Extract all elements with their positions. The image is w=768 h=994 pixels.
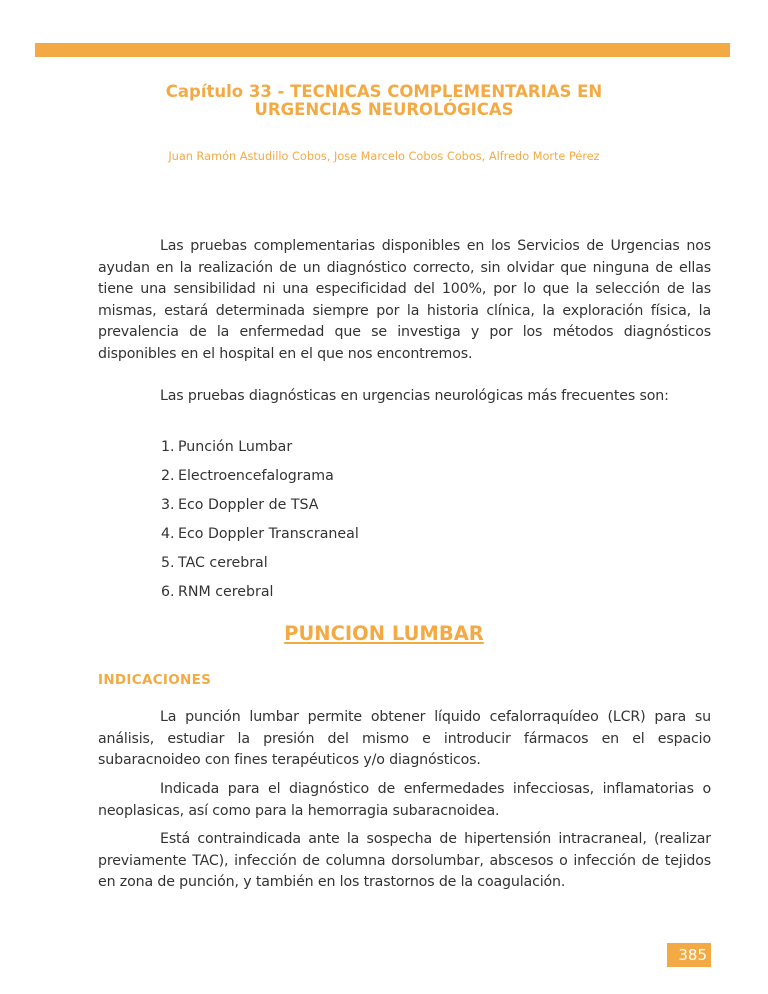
list-item-label: Eco Doppler de TSA	[178, 497, 319, 513]
intro-paragraph-2: Las pruebas diagnósticas en urgencias neurológicas más frecuentes son:	[160, 388, 669, 404]
section-title	[0, 622, 768, 645]
list-item	[161, 437, 359, 466]
header-accent-bar	[35, 43, 730, 57]
list-item-number: 2.	[161, 468, 175, 484]
chapter-title-line2: URGENCIAS NEUROLÓGICAS	[254, 100, 514, 119]
list-item-number: 1.	[161, 439, 175, 455]
list-item-number: 5.	[161, 555, 175, 571]
page-number-badge: 385	[667, 943, 711, 967]
intro-paragraph-1: Las pruebas complementarias disponibles en los Servicios de Urgencias nos ayudan en la realización de un diagnóstico correcto, sin olvidar que ninguna de ellas tiene una sensibilidad ni una especificidad del 100%, por lo que la selección de las mismas, estará determinada siempre por la historia clínica, la exploración física, la prevalencia de la enfermedad que se investiga y por los métodos diagnósticos disponibles en el hospital en el que nos encontremos.	[98, 238, 711, 362]
tests-list	[161, 437, 359, 611]
list-item-label: Eco Doppler Transcraneal	[178, 526, 359, 542]
list-item	[161, 582, 359, 611]
chapter-title-line1: Capítulo 33 - TECNICAS COMPLEMENTARIAS EN	[165, 82, 603, 101]
chapter-title	[0, 83, 768, 119]
section-paragraph-3: Está contraindicada ante la sospecha de hipertensión intracraneal, (realizar previamente TAC), infección de columna dorsolumbar, abscesos o infección de tejidos en zona de punción, y también en los trastornos de la coagulación.	[98, 831, 711, 891]
list-item-label: RNM cerebral	[178, 584, 274, 600]
section-paragraph-2: Indicada para el diagnóstico de enfermedades infecciosas, inflamatorias o neoplasicas, así como para la hemorragia subaracnoidea.	[98, 781, 711, 819]
subsection-title: INDICACIONES	[98, 672, 212, 688]
list-item-label: Punción Lumbar	[178, 439, 293, 455]
list-item-label: TAC cerebral	[178, 555, 268, 571]
list-item-number: 3.	[161, 497, 175, 513]
authors: Juan Ramón Astudillo Cobos, Jose Marcelo Cobos Cobos, Alfredo Morte Pérez	[168, 150, 600, 163]
list-item	[161, 524, 359, 553]
list-item-number: 6.	[161, 584, 175, 600]
list-item	[161, 495, 359, 524]
list-item	[161, 553, 359, 582]
section-paragraph-1: La punción lumbar permite obtener líquido cefalorraquídeo (LCR) para su análisis, estudiar la presión del mismo e introducir fármacos en el espacio subaracnoideo con fines terapéuticos y/o diagnósticos.	[98, 709, 711, 769]
list-item-label: Electroencefalograma	[178, 468, 334, 484]
list-item-number: 4.	[161, 526, 175, 542]
section-title-text: PUNCION LUMBAR	[284, 622, 484, 645]
list-item	[161, 466, 359, 495]
